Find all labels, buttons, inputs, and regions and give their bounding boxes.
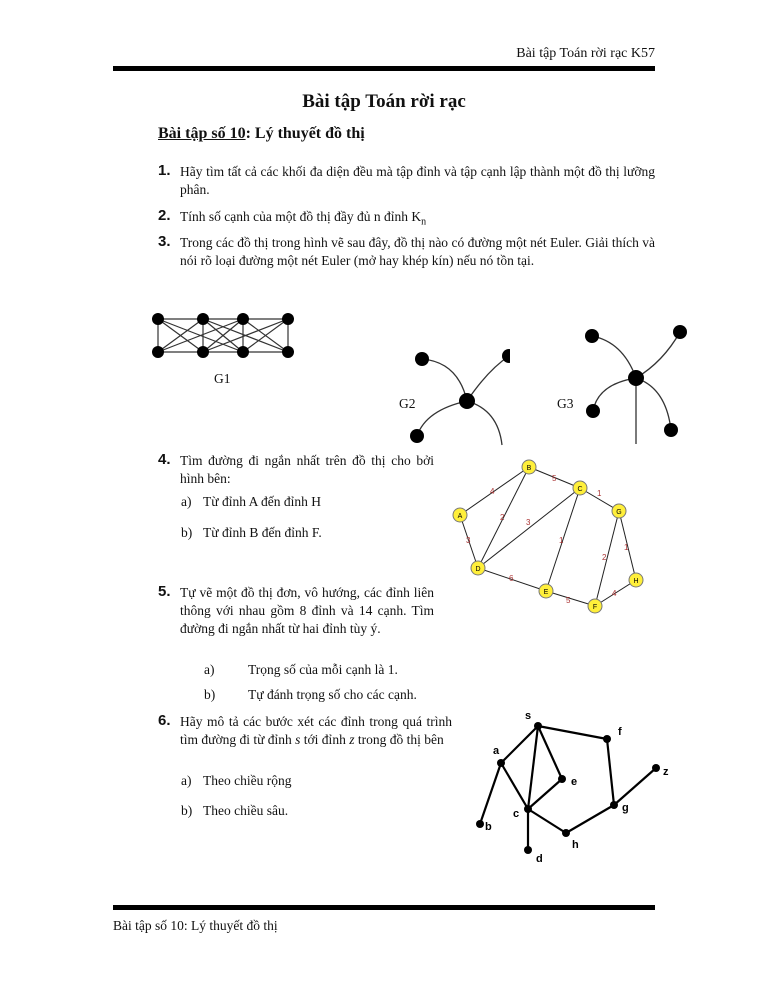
question-6b-label: b) [181, 803, 193, 818]
node-label: B [526, 465, 532, 472]
node-label: d [536, 853, 543, 865]
question-3-number: 3. [158, 233, 171, 250]
graph-g1-label: G1 [214, 371, 231, 386]
graph-g1-figure [145, 305, 295, 365]
node-label: A [457, 513, 463, 520]
node-label: c [513, 808, 520, 820]
question-6-text: Hãy mô tả các bước xét các đỉnh trong quá trình tìm đường đi từ đỉnh s tới đỉnh z trong đồ thị bên [180, 714, 452, 747]
node-label: F [592, 604, 598, 611]
node-label: h [572, 839, 579, 851]
weight-label: 3 [466, 536, 471, 545]
question-3-text: Trong các đồ thị trong hình vẽ sau đây, đồ thị nào có đường một nét Euler. Giải thích và nói rõ loại đường một nét Euler (mở hay khép kín) nếu nó tồn tại. [180, 235, 655, 268]
node-label: e [571, 776, 578, 788]
footer-text: Bài tập số 10: Lý thuyết đồ thị [113, 918, 278, 933]
question-4b-label: b) [181, 525, 193, 540]
weight-label: 5 [552, 474, 557, 483]
question-5a-text: Trọng số của mỗi cạnh là 1. [248, 662, 398, 677]
node-label: a [493, 745, 500, 757]
graph-g2-label: G2 [399, 396, 416, 411]
weight-label: 5 [566, 596, 571, 605]
weight-label: 2 [602, 553, 607, 562]
node-label: s [525, 710, 532, 722]
weight-label: 3 [526, 518, 531, 527]
node-label: D [475, 566, 481, 573]
header-rule [113, 66, 655, 71]
question-5-text: Tự vẽ một đồ thị đơn, vô hướng, các đỉnh liên thông với nhau gồm 8 đỉnh và 14 cạnh. Tìm đường đi ngắn nhất từ hai đỉnh tùy ý. [180, 585, 434, 636]
question-1-text: Hãy tìm tất cả các khối đa diện đều mà tập đỉnh và tập cạnh lập thành một đồ thị lưỡng phân. [180, 164, 655, 197]
question-6a-label: a) [181, 773, 192, 788]
weight-label: 6 [509, 574, 514, 583]
weight-label: 4 [612, 589, 617, 598]
weight-label: 2 [500, 513, 505, 522]
node-label: C [577, 486, 583, 493]
exercise-topic: : Lý thuyết đồ thị [245, 125, 365, 142]
node-label: H [633, 578, 639, 585]
node-label: z [663, 766, 669, 778]
graph-g3-label: G3 [557, 396, 574, 411]
graph-g3-figure [578, 322, 688, 446]
question-2-text: Tính số cạnh của một đồ thị đầy đủ n đỉnh $K_n$ [180, 209, 427, 228]
question-6b-text: Theo chiều sâu. [203, 803, 289, 818]
node-label: b [485, 821, 492, 833]
weight-label: 1 [624, 543, 629, 552]
weighted-graph-figure [445, 455, 655, 615]
weight-label: 4 [490, 487, 495, 496]
page-title: Bài tập Toán rời rạc [302, 91, 466, 112]
footer-rule [113, 905, 655, 910]
weight-label: 1 [597, 489, 602, 498]
question-4a-text: Từ đỉnh A đến đỉnh H [203, 494, 321, 509]
question-4-text: Tìm đường đi ngắn nhất trên đồ thị cho bởi hình bên: [180, 453, 434, 486]
exercise-number: Bài tập số 10 [158, 125, 246, 142]
question-5a-label: a) [204, 662, 215, 677]
question-1-number: 1. [158, 162, 171, 179]
question-6-number: 6. [158, 712, 171, 729]
weight-label: 1 [559, 536, 564, 545]
graph-s-z-figure [465, 705, 675, 870]
question-5-number: 5. [158, 583, 171, 600]
graph-g2-figure [398, 340, 510, 448]
question-5b-label: b) [204, 687, 216, 702]
node-label: E [543, 589, 549, 596]
node-label: g [622, 802, 629, 814]
question-4b-text: Từ đỉnh B đến đỉnh F. [203, 525, 322, 540]
question-4a-label: a) [181, 494, 192, 509]
header-course-title: Bài tập Toán rời rạc K57 [516, 46, 655, 61]
question-2-number: 2. [158, 207, 171, 224]
node-label: G [616, 509, 622, 516]
question-5b-text: Tự đánh trọng số cho các cạnh. [248, 687, 417, 702]
question-4-number: 4. [158, 451, 171, 468]
node-label: f [618, 726, 622, 738]
exercise-subtitle [158, 125, 365, 143]
question-6a-text: Theo chiều rộng [203, 773, 292, 788]
